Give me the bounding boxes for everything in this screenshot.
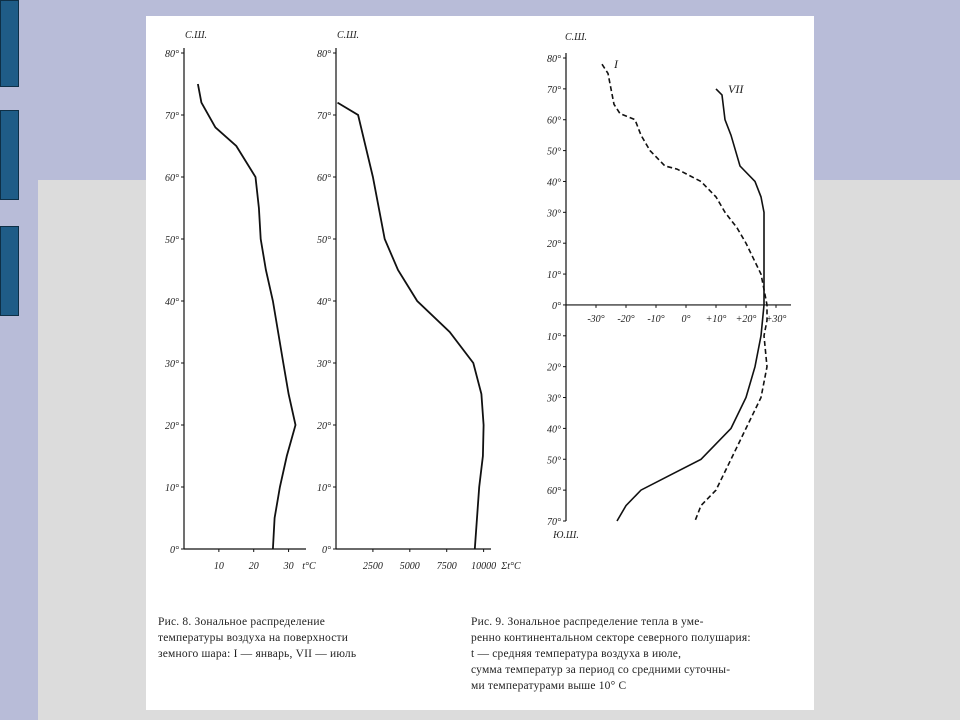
y-tick-label: 10° [165, 483, 179, 494]
series-label: I [614, 57, 618, 72]
y-tick-label: 40° [317, 297, 331, 308]
y-tick-label: 40° [547, 177, 561, 189]
x-tick-label: 30 [283, 561, 294, 572]
series-line-I [602, 64, 767, 521]
x-tick-label: 2500 [362, 561, 383, 572]
decor-bar [0, 110, 19, 200]
y-axis-title: С.Ш. [336, 30, 360, 41]
series-label: VII [728, 81, 744, 96]
x-tick-label: -20° [617, 313, 635, 325]
caption-line: Рис. 8. Зональное распределение [158, 616, 326, 628]
y-tick-label: 30° [547, 393, 561, 405]
y-tick-label: 80° [317, 49, 331, 60]
y-tick-label: 30° [547, 208, 561, 220]
x-tick-label: -10° [647, 313, 665, 325]
x-tick-label: +20° [735, 313, 757, 325]
y-tick-label: 70° [547, 84, 561, 96]
x-axis-title: t°C [302, 561, 316, 572]
charts-canvas [146, 16, 814, 606]
y-tick-label: 50° [317, 235, 331, 246]
x-tick-label: 7500 [436, 561, 457, 572]
caption-line: Рис. 9. Зональное распределение тепла в уме- [471, 616, 704, 628]
y-tick-label: 60° [547, 486, 561, 498]
y-tick-label: 20° [317, 421, 331, 432]
figure-8-caption [158, 614, 403, 662]
y-tick-label: 10° [317, 483, 331, 494]
caption-line: t — средняя температура воздуха в июле, [471, 648, 682, 660]
y-tick-label: 80° [165, 49, 179, 60]
x-tick-label: +10° [705, 313, 727, 325]
x-tick-label: 10 [213, 561, 224, 572]
y-tick-label: 70° [547, 517, 561, 528]
x-tick-label: 5000 [399, 561, 420, 572]
y-tick-label: 0° [170, 545, 179, 556]
caption-line: сумма температур за период со средними суточны- [471, 664, 731, 676]
series-line [198, 84, 296, 549]
x-tick-label: 0° [681, 313, 691, 325]
y-tick-label: 20° [165, 421, 179, 432]
caption-line: температуры воздуха на поверхности [158, 632, 349, 644]
series-line [338, 103, 484, 549]
y-tick-label: 70° [165, 111, 179, 122]
caption-line: земного шара: I — январь, VII — июль [158, 648, 357, 660]
slide-content [146, 16, 814, 710]
y-tick-label: 30° [165, 359, 179, 370]
y-axis-title: С.Ш. [184, 30, 208, 41]
y-tick-label: 60° [317, 173, 331, 184]
y-tick-label: 40° [165, 297, 179, 308]
figure-9-caption [471, 614, 811, 694]
y-tick-label: 80° [547, 54, 561, 65]
x-tick-label: 20 [248, 561, 259, 572]
y-tick-label: 20° [547, 239, 561, 251]
x-tick-label: +30° [765, 313, 787, 325]
y-tick-label: 70° [317, 111, 331, 122]
y-tick-label: 20° [547, 362, 561, 374]
y-axis-title-south: Ю.Ш. [553, 530, 579, 541]
y-axis-title: С.Ш. [564, 32, 588, 43]
y-tick-label: 30° [317, 359, 331, 370]
decor-bar [0, 226, 19, 316]
caption-line: ренно континентальном секторе северного полушария: [471, 632, 751, 644]
x-tick-label: 10000 [471, 561, 497, 572]
decor-bar [0, 0, 19, 87]
x-axis-title: Σt°C [501, 561, 521, 572]
y-tick-label: 50° [547, 455, 561, 467]
y-tick-label: 50° [547, 146, 561, 158]
y-tick-label: 10° [547, 331, 561, 343]
y-tick-label: 10° [547, 270, 561, 282]
y-tick-label: 60° [165, 173, 179, 184]
caption-line: ми температурами выше 10° С [471, 680, 627, 692]
y-tick-label: 0° [552, 300, 561, 312]
x-tick-label: -30° [587, 313, 605, 325]
y-tick-label: 50° [165, 235, 179, 246]
y-tick-label: 40° [547, 424, 561, 436]
y-tick-label: 0° [322, 545, 331, 556]
y-tick-label: 60° [547, 115, 561, 127]
